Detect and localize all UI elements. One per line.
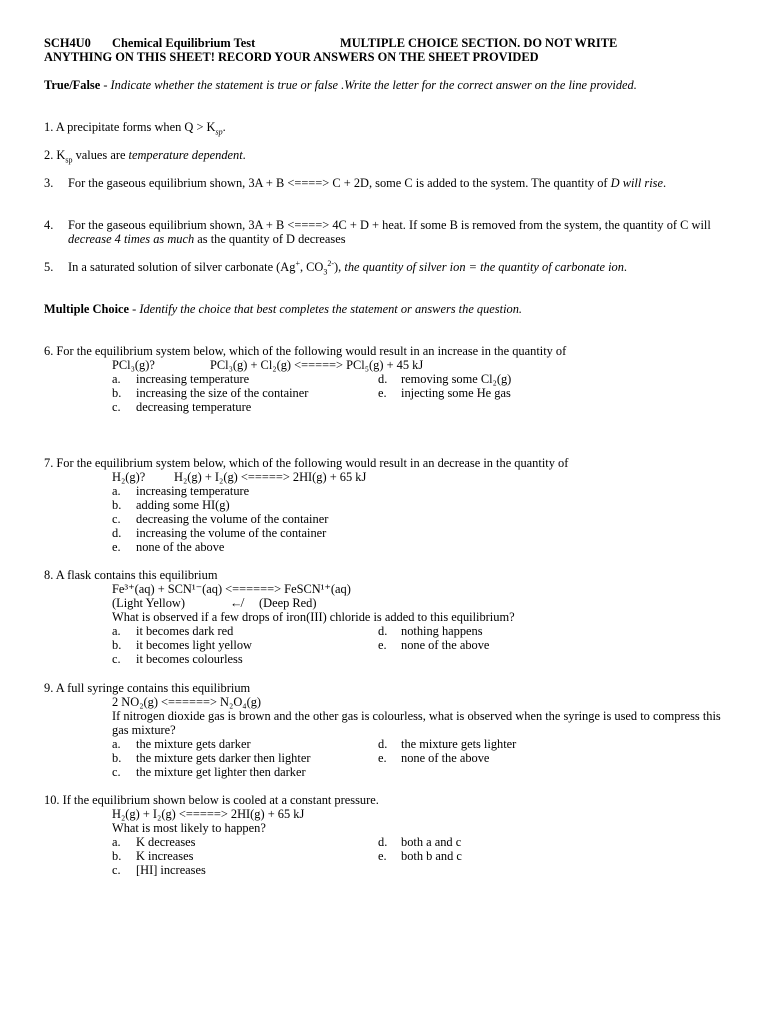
q8-choice-a-letter: a.: [112, 624, 121, 638]
q6-stem: 6. For the equilibrium system below, which of the following would result in an increase in the quantity of: [44, 344, 567, 358]
q6-choice-c-letter: c.: [112, 400, 121, 414]
tf-q3-number: 3.: [44, 176, 54, 190]
formula-subscript: 3: [323, 267, 328, 277]
tf-question-2: 2. $K_{sp}$ values are temperature dependent.: [44, 148, 246, 165]
q7-choice-e: none of the above: [136, 540, 225, 554]
q7-choice-d-letter: d.: [112, 526, 122, 540]
header-notice: MULTIPLE CHOICE SECTION. DO NOT WRITE: [340, 36, 618, 50]
q8-stem: 8. A flask contains this equilibrium: [44, 568, 218, 582]
q10-choice-b-letter: b.: [112, 849, 122, 863]
ksp-subscript: sp: [215, 127, 223, 137]
q9-choice-e-letter: e.: [378, 751, 387, 765]
q6-choice-d: removing some Cl₂(g): [401, 372, 512, 386]
q8-choice-b-letter: b.: [112, 638, 122, 652]
q6-choice-b: increasing the size of the container: [136, 386, 309, 400]
q6-choice-e: injecting some He gas: [401, 386, 511, 400]
q10-question: What is most likely to happen?: [112, 821, 266, 835]
q7-choice-c-letter: c.: [112, 512, 121, 526]
q10-equation: H₂(g) + I₂(g) <=====> 2HI(g) + 65 kJ: [112, 807, 305, 821]
q9-equation: 2 NO₂(g) <======> N₂O₄(g): [112, 695, 262, 709]
q9-choice-e: none of the above: [401, 751, 490, 765]
test-header: [44, 36, 728, 64]
charge-superscript: +: [295, 258, 300, 268]
tf-q5-number: 5.: [44, 260, 54, 274]
q9-choice-b: the mixture gets darker then lighter: [136, 751, 311, 765]
q6-choice-c: decreasing temperature: [136, 400, 252, 414]
q9-choice-c: the mixture get lighter then darker: [136, 765, 306, 779]
tf-q5-emphasis: the quantity of silver ion = the quantity of carbonate ion: [344, 260, 624, 274]
q8-choice-d: nothing happens: [401, 624, 483, 638]
mc-instructions: [44, 302, 728, 316]
q6-choice-a-letter: a.: [112, 372, 121, 386]
ksp-subscript: sp: [65, 155, 73, 165]
q8-choice-e: none of the above: [401, 638, 490, 652]
q7-choice-e-letter: e.: [112, 540, 121, 554]
mc-question-6: [44, 344, 728, 414]
mc-question-8: [44, 568, 728, 666]
mc-heading: Multiple Choice: [44, 302, 130, 316]
mc-instruction-text: - Identify the choice that best completes the statement or answers the question.: [132, 302, 523, 316]
q10-choice-e: both b and c: [401, 849, 462, 863]
tf-question-1: 1. A precipitate forms when $Q > K_{sp}$.: [44, 120, 226, 137]
q7-choice-c: decreasing the volume of the container: [136, 512, 329, 526]
tf-q2-emphasis: temperature dependent: [128, 148, 243, 162]
q8-question: What is observed if a few drops of iron(III) chloride is added to this equilibrium?: [112, 610, 515, 624]
charge-superscript: 2-: [327, 258, 335, 268]
tf-instruction-text: - Indicate whether the statement is true or false .Write the letter for the correct answer on the line provided.: [103, 78, 637, 92]
tf-q4-text-b: as the quantity of D decreases: [194, 232, 346, 246]
q10-stem: 10. If the equilibrium shown below is cooled at a constant pressure.: [44, 793, 379, 807]
q9-choice-c-letter: c.: [112, 765, 121, 779]
q10-choice-d: both a and c: [401, 835, 462, 849]
q8-equation: Fe³⁺(aq) + SCN¹⁻(aq) <======> FeSCN¹⁺(aq): [112, 582, 351, 596]
q8-color-right: (Deep Red): [259, 596, 317, 610]
mc-question-9: [44, 681, 728, 779]
tf-q3-emphasis: D will rise: [610, 176, 663, 190]
q9-choice-d: the mixture gets lighter: [401, 737, 517, 751]
tf-q5-text-b: , CO: [299, 260, 324, 274]
q10-choice-a-letter: a.: [112, 835, 121, 849]
q9-choice-a-letter: a.: [112, 737, 121, 751]
tf-instructions: [44, 78, 728, 92]
tf-q1-text: 1. A precipitate forms when Q > K: [44, 120, 216, 134]
tf-q4-number: 4.: [44, 218, 54, 232]
mc-question-7: [44, 456, 728, 554]
q10-choice-d-letter: d.: [378, 835, 388, 849]
q7-target: H₂(g)?: [112, 470, 146, 484]
tf-q3-text: For the gaseous equilibrium shown, 3A + B <====> C + 2D, some C is added to the system. The quantity of: [68, 176, 611, 190]
tf-q5-text-c: ),: [334, 260, 345, 274]
tf-q2-text-b: values are: [72, 148, 129, 162]
q7-choice-d: increasing the volume of the container: [136, 526, 327, 540]
q10-choice-a: K decreases: [136, 835, 196, 849]
q9-choice-b-letter: b.: [112, 751, 122, 765]
q8-choice-c: it becomes colourless: [136, 652, 243, 666]
q7-stem: 7. For the equilibrium system below, which of the following would result in an decrease in the quantity of: [44, 456, 569, 470]
q9-choice-a: the mixture gets darker: [136, 737, 251, 751]
q8-color-left: (Light Yellow): [112, 596, 185, 610]
q9-question: If nitrogen dioxide gas is brown and the other gas is colourless, what is observed when the syringe is used to compress this gas mixture?: [112, 709, 721, 737]
q6-choice-e-letter: e.: [378, 386, 387, 400]
q7-equation: H₂(g) + I₂(g) <=====> 2HI(g) + 65 kJ: [174, 470, 367, 484]
q10-choice-b: K increases: [136, 849, 194, 863]
tf-q4-emphasis: decrease 4 times as much: [68, 232, 195, 246]
tf-question-5: 5. In a saturated solution of silver carbonate (Ag+, $CO_3^{2-}$), the quantity of silver ion = the quantity of carbonate ion.: [44, 258, 628, 277]
q8-choice-d-letter: d.: [378, 624, 388, 638]
tf-q5-text-a: In a saturated solution of silver carbonate (Ag: [68, 260, 296, 274]
tf-heading: True/False: [44, 78, 101, 92]
q6-choice-a: increasing temperature: [136, 372, 250, 386]
tf-question-4: [44, 218, 728, 246]
q9-stem: 9. A full syringe contains this equilibrium: [44, 681, 251, 695]
header-notice-line2: ANYTHING ON THIS SHEET! RECORD YOUR ANSWERS ON THE SHEET PROVIDED: [44, 50, 539, 64]
q6-equation: PCl₃(g) + Cl₂(g) <=====> PCl₅(g) + 45 kJ: [210, 358, 424, 372]
q8-choice-a: it becomes dark red: [136, 624, 234, 638]
equilibrium-arrow-icon: ↚: [230, 596, 243, 610]
test-title: Chemical Equilibrium Test: [112, 36, 256, 50]
q6-target: PCl₃(g)?: [112, 358, 155, 372]
q10-choice-c: [HI] increases: [136, 863, 206, 877]
q7-choice-a: increasing temperature: [136, 484, 250, 498]
q7-choice-b: adding some HI(g): [136, 498, 230, 512]
q10-choice-e-letter: e.: [378, 849, 387, 863]
q8-choice-b: it becomes light yellow: [136, 638, 252, 652]
q7-choice-b-letter: b.: [112, 498, 122, 512]
q8-choice-e-letter: e.: [378, 638, 387, 652]
course-code: SCH4U0: [44, 36, 91, 50]
q8-choice-c-letter: c.: [112, 652, 121, 666]
q9-choice-d-letter: d.: [378, 737, 388, 751]
q7-choice-a-letter: a.: [112, 484, 121, 498]
mc-question-10: [44, 793, 728, 877]
q6-choice-b-letter: b.: [112, 386, 122, 400]
q10-choice-c-letter: c.: [112, 863, 121, 877]
q6-choice-d-letter: d.: [378, 372, 388, 386]
tf-q2-text-a: 2. K: [44, 148, 66, 162]
tf-q4-text-a: For the gaseous equilibrium shown, 3A + B <====> 4C + D + heat. If some B is removed from the system, the quantity of C will: [68, 218, 711, 232]
tf-question-3: 3. For the gaseous equilibrium shown, 3A + B <====> C + 2D, some C is added to the system. The quantity of D will rise.: [44, 176, 667, 190]
